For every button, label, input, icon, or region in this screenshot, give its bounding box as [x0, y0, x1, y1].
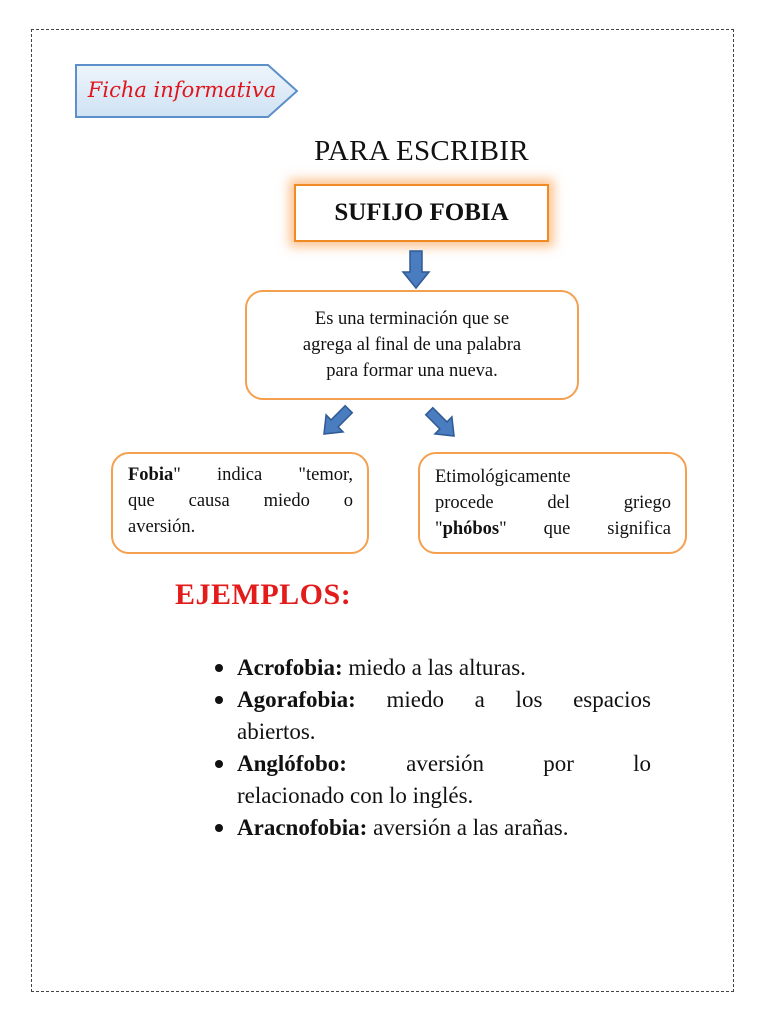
definition-box	[245, 290, 579, 400]
meaning-box	[111, 452, 369, 554]
examples-title: EJEMPLOS:	[175, 578, 352, 611]
definition-line-2: agrega al final de una palabra	[302, 335, 522, 355]
bullet-icon	[215, 824, 223, 832]
meaning-term: Fobia	[128, 465, 174, 485]
topic-title-box	[294, 184, 549, 242]
example-term: Agorafobia:	[237, 687, 356, 712]
example-text: aversión por lo	[346, 751, 651, 776]
bullet-icon	[215, 760, 223, 768]
etymology-line-3-rest: " que significa	[499, 519, 671, 539]
example-item	[213, 652, 651, 684]
etymology-line-2: procede del griego	[435, 493, 671, 513]
examples-list	[213, 652, 651, 844]
example-text-continuation: relacionado con lo inglés.	[237, 783, 474, 808]
arrow-down-right-icon	[422, 404, 462, 444]
meaning-line-2: que causa miedo o	[128, 491, 353, 511]
example-term: Aracnofobia:	[237, 815, 368, 840]
etymology-quote-open: "	[435, 519, 443, 539]
page-title: PARA ESCRIBIR	[314, 135, 529, 167]
bullet-icon	[215, 664, 223, 672]
example-term: Acrofobia:	[237, 655, 343, 680]
meaning-line-3: aversión.	[128, 517, 196, 537]
example-text: miedo a los espacios	[355, 687, 651, 712]
bullet-icon	[215, 696, 223, 704]
arrow-down-left-icon	[316, 402, 356, 442]
tag-label: Ficha informativa	[87, 78, 277, 102]
ficha-informativa-tag	[73, 62, 301, 120]
etymology-box	[418, 452, 687, 554]
example-text: miedo a las alturas.	[342, 655, 526, 680]
arrow-down-icon	[401, 250, 431, 290]
example-text: aversión a las arañas.	[367, 815, 569, 840]
example-item	[213, 748, 651, 812]
definition-line-1: Es una terminación que se	[314, 309, 510, 329]
meaning-line-1	[128, 462, 353, 488]
example-text-continuation: abiertos.	[237, 719, 316, 744]
etymology-term: phóbos	[442, 519, 500, 539]
example-term: Anglófobo:	[237, 751, 347, 776]
definition-line-3: para formar una nueva.	[326, 361, 498, 381]
etymology-line-1: Etimológicamente	[435, 467, 571, 487]
topic-title: SUFIJO FOBIA	[334, 199, 509, 226]
example-item	[213, 684, 651, 748]
example-item	[213, 812, 651, 844]
etymology-line-3	[435, 516, 671, 542]
meaning-line-1-rest: " indica "temor,	[173, 465, 353, 485]
